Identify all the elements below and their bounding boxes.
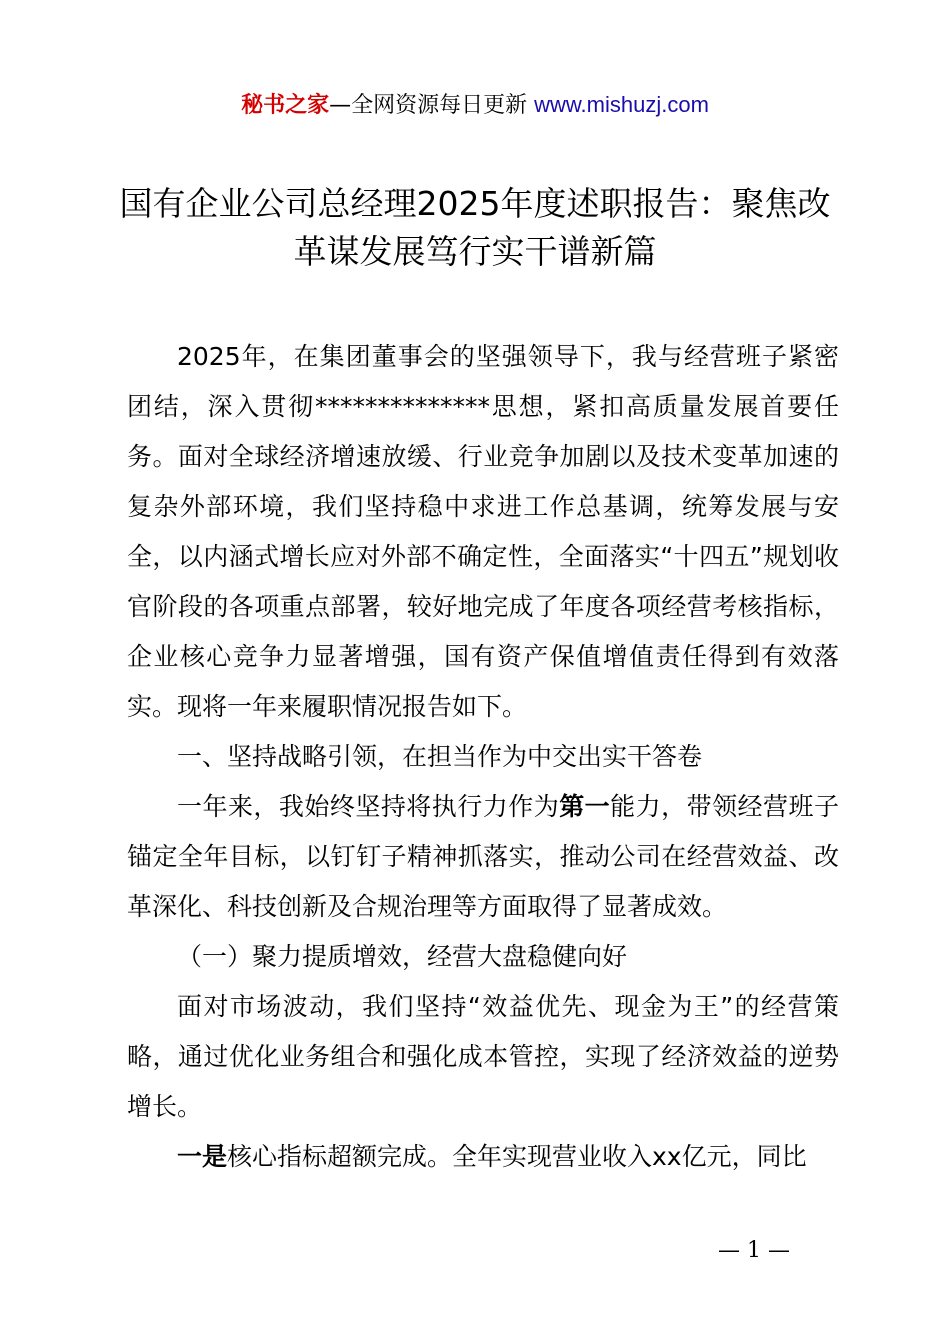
point-one-paragraph [127, 1132, 839, 1182]
brand-name: 秘书之家 [241, 93, 330, 118]
site-header [0, 88, 950, 123]
subsection-heading-1: （一）聚力提质增效，经营大盘稳健向好 [177, 942, 628, 971]
header-tagline: —全网资源每日更新 [329, 93, 535, 118]
page-number: — 1 — [718, 1238, 790, 1263]
intro-paragraph: 2025年，在集团董事会的坚强领导下，我与经营班子紧密团结，深入贯彻**************思想，紧扣高质量发展首要任务。面对全球经济增速放缓、行业竞争加剧以及技术变革加速的复杂外部环境，我们坚持稳中求进工作总基调，统筹发展与安全，以内涵式增长应对外部不确定性，全面落实“十四五”规划收官阶段的各项重点部署，较好地完成了年度各项经营考核指标，企业核心竞争力显著增强，国有资产保值增值责任得到有效落实。现将一年来履职情况报告如下。 [127, 342, 839, 721]
point-label: 一是 [177, 1142, 228, 1171]
subsection-1-paragraph: 面对市场波动，我们坚持“效益优先、现金为王”的经营策略，通过优化业务组合和强化成本管控，实现了经济效益的逆势增长。 [127, 992, 839, 1121]
paragraph-text: 能力，带领经营班子锚定全年目标，以钉钉子精神抓落实，推动公司在经营效益、改革深化、科技创新及合规治理等方面取得了显著成效。 [127, 792, 839, 921]
paragraph-text: 一年来，我始终坚持将执行力作为 [177, 792, 560, 821]
document-title: 国有企业公司总经理2025年度述职报告：聚焦改革谋发展笃行实干谱新篇 [119, 184, 831, 271]
site-url-link[interactable]: www.mishuzj.com [534, 92, 709, 117]
document-body [127, 332, 839, 1182]
section-heading-1: 一、坚持战略引领，在担当作为中交出实干答卷 [177, 742, 703, 771]
paragraph-text: 核心指标超额完成。全年实现营业收入xx亿元，同比 [227, 1142, 807, 1171]
section-1-paragraph [127, 782, 839, 932]
bold-emphasis: 第一 [559, 792, 611, 821]
